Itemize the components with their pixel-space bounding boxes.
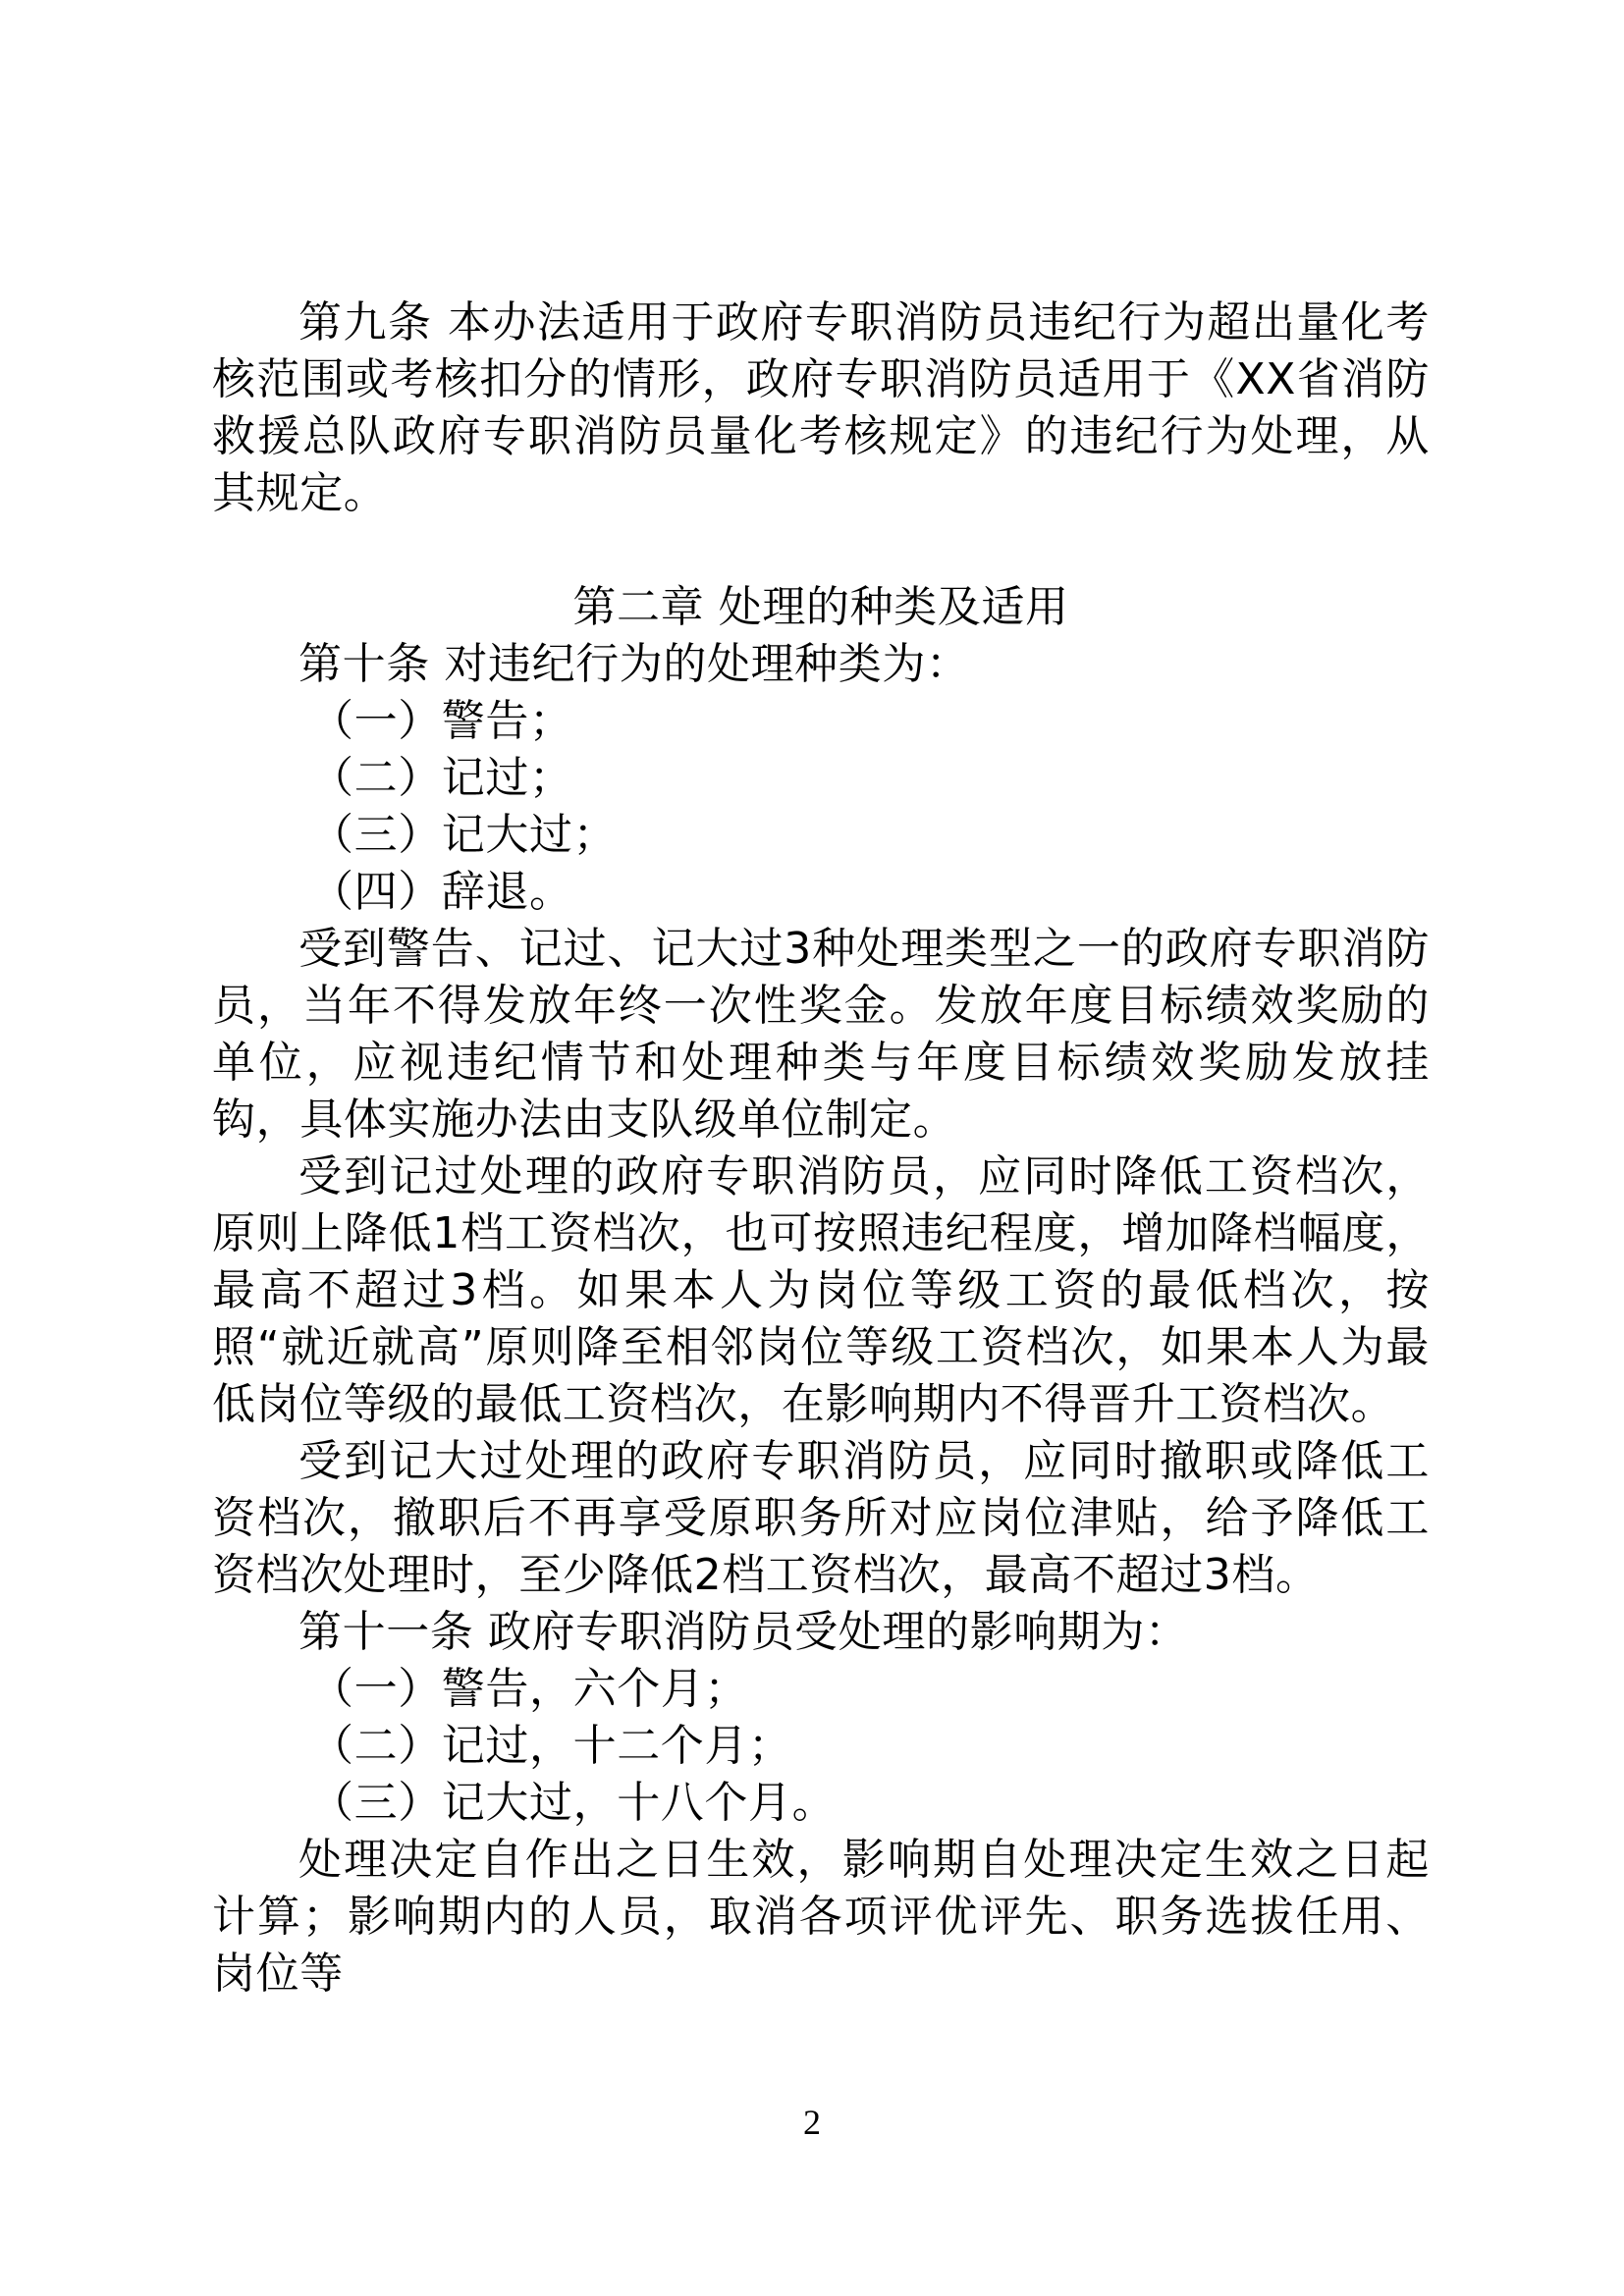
section-spacer <box>212 522 1430 579</box>
article-9-paragraph: 第九条 本办法适用于政府专职消防员违纪行为超出量化考核范围或考核扣分的情形，政府专职消防员适用于《XX省消防救援总队政府专职消防员量化考核规定》的违纪行为处理，从其规定。 <box>212 297 1430 518</box>
article-10-item: （三）记大过； <box>310 810 618 860</box>
article-10-item: （四）辞退。 <box>310 867 573 917</box>
article-11-item: （一）警告，六个月； <box>310 1664 748 1714</box>
warning-effect-paragraph: 受到警告、记过、记大过3种处理类型之一的政府专职消防员，当年不得发放年终一次性奖金。发放年度目标绩效奖励的单位，应视违纪情节和处理种类与年度目标绩效奖励发放挂钩，具体实施办法由支队级单位制定。 <box>212 924 1430 1145</box>
article-11-paragraph: 第十一条 政府专职消防员受处理的影响期为： <box>298 1607 1189 1657</box>
article-11-item: （二）记过，十二个月； <box>310 1721 792 1771</box>
page-number: 2 <box>803 2103 821 2142</box>
major-demerit-effect-paragraph: 受到记大过处理的政府专职消防员，应同时撤职或降低工资档次，撤职后不再享受原职务所对应岗位津贴，给予降低工资档次处理时，至少降低2档工资档次，最高不超过3档。 <box>212 1436 1430 1600</box>
demerit-effect-paragraph: 受到记过处理的政府专职消防员，应同时降低工资档次，原则上降低1档工资档次，也可按照违纪程度，增加降档幅度，最高不超过3档。如果本人为岗位等级工资的最低档次，按照“就近就高”原则降至相邻岗位等级工资档次，如果本人为最低岗位等级的最低工资档次，在影响期内不得晋升工资档次。 <box>212 1151 1430 1429</box>
document-body <box>212 294 1430 2002</box>
chapter-title: 第二章 处理的种类及适用 <box>572 582 1069 632</box>
article-11-item: （三）记大过，十八个月。 <box>310 1778 837 1828</box>
article-10-item: （二）记过； <box>310 753 573 803</box>
article-10-item: （一）警告； <box>310 696 573 746</box>
article-10-paragraph: 第十条 对违纪行为的处理种类为： <box>298 639 970 689</box>
effect-period-paragraph: 处理决定自作出之日生效，影响期自处理决定生效之日起计算；影响期内的人员，取消各项评优评先、职务选拔任用、岗位等 <box>212 1835 1430 1999</box>
